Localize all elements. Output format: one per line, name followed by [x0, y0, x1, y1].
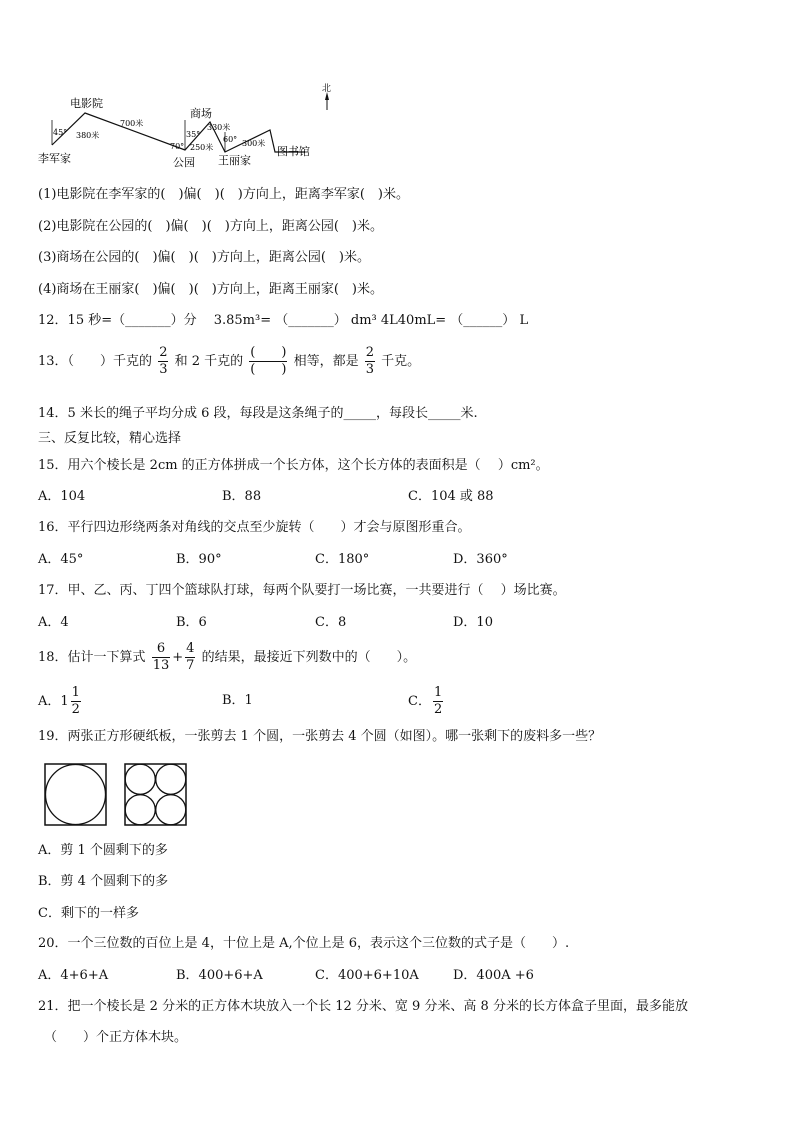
q13-fraction-1: $\frac{2}{3}$: [159, 345, 168, 377]
q16-option-a: A．45°: [38, 552, 84, 567]
question-21-line2: （ ）个正方体木块。: [44, 1030, 188, 1045]
q11-part4: (4)商场在王丽家( )偏( )( )方向上，距离王丽家( )米。: [38, 282, 383, 297]
circles-figure: [44, 763, 194, 828]
q13-mid: 和 2 千克的: [174, 354, 244, 369]
angle-45: 45°: [53, 128, 68, 137]
question-17-stem: 17．甲、乙、丙、丁四个篮球队打球，每两个队要打一场比赛，一共要进行（ ）场比赛。: [38, 583, 566, 598]
north-arrow: [322, 82, 331, 110]
dist-300: 300米: [242, 139, 266, 148]
label-mall: 商场: [190, 107, 212, 120]
q18-fraction-a: $\frac{6}{13}$: [152, 641, 170, 673]
angle-70: 70°: [170, 142, 185, 151]
q17-option-b: B．6: [176, 615, 207, 630]
section-3-heading: 三、反复比较，精心选择: [38, 431, 182, 446]
route-map-diagram: [30, 80, 350, 175]
q16-option-d: D．360°: [453, 552, 508, 567]
q17-option-d: D．10: [453, 615, 493, 630]
square-four-circles: [125, 764, 186, 825]
q11-part3: (3)商场在公园的( )偏( )( )方向上，距离公园( )米。: [38, 250, 370, 265]
question-21-line1: 21．把一个棱长是 2 分米的正方体木块放入一个长 12 分米、宽 9 分米、高 8 分米的长方体盒子里面，最多能放: [38, 999, 688, 1014]
label-library: 图书馆: [277, 145, 310, 158]
q19-option-a: A．剪 1 个圆剩下的多: [38, 843, 168, 858]
q15-option-a: A．104: [38, 489, 86, 504]
q13-mid2: 相等，都是: [293, 354, 359, 369]
label-park: 公园: [173, 156, 195, 169]
q11-part1: (1)电影院在李军家的( )偏( )( )方向上，距离李军家( )米。: [38, 187, 409, 202]
q13-fraction-3: $\frac{2}{3}$: [365, 345, 375, 377]
q19-option-c: C．剩下的一样多: [38, 906, 139, 921]
q18-plus: +: [172, 650, 184, 665]
q18-option-b: B．1: [222, 693, 253, 708]
q20-option-d: D．400A +6: [453, 968, 534, 983]
square-one-circle: [45, 764, 106, 825]
q17-option-a: A．4: [38, 615, 69, 630]
q18-fraction-b: $\frac{4}{7}$: [186, 641, 195, 673]
question-16-stem: 16．平行四边形绕两条对角线的交点至少旋转（ ）才会与原图形重合。: [38, 520, 471, 535]
q17-option-c: C．8: [315, 615, 347, 630]
question-20-stem: 20．一个三位数的百位上是 4，十位上是 A,个位上是 6，表示这个三位数的式子是（ ）.: [38, 936, 570, 951]
dist-700: 700米: [120, 119, 144, 128]
question-14: 14．5 米长的绳子平均分成 6 段，每段是这条绳子的_____，每段长_____米.: [38, 406, 478, 421]
question-13: [38, 342, 420, 382]
label-cinema: 电影院: [70, 97, 103, 110]
q18-option-a: A．1 $\frac{1}{2}$: [38, 685, 80, 717]
q19-option-b: B．剪 4 个圆剩下的多: [38, 874, 169, 889]
north-label: 北: [322, 84, 332, 94]
q18-prefix: 18．估计一下算式: [38, 650, 146, 665]
question-19-stem: 19．两张正方形硬纸板，一张剪去 1 个圆，一张剪去 4 个圆（如图）。哪一张剩下的废料多一些？: [38, 729, 602, 744]
dist-330: 330米: [207, 123, 231, 132]
q15-option-c: C．104 或 88: [408, 489, 494, 504]
question-18-stem: [38, 638, 416, 678]
question-12: 12．15 秒=（_______）分 3.85m³= （_______） dm³ 4L40mL= （______） L: [38, 313, 529, 328]
q20-option-b: B．400+6+A: [176, 968, 263, 983]
label-lijun: 李军家: [38, 152, 71, 165]
q13-prefix: 13．（ ）千克的: [38, 354, 153, 369]
angle-35: 35°: [186, 130, 201, 139]
q13-suffix: 千克。: [381, 354, 421, 369]
angle-60: 60°: [223, 135, 238, 144]
q18-suffix: 的结果，最接近下列数中的（ ）。: [201, 650, 417, 665]
q16-option-c: C．180°: [315, 552, 370, 567]
q18-option-c: C． $\frac{1}{2}$: [408, 685, 443, 717]
q16-option-b: B．90°: [176, 552, 222, 567]
q13-fraction-blank: $\frac{( )}{( )}$: [250, 345, 287, 377]
q15-option-b: B．88: [222, 489, 262, 504]
q20-option-a: A．4+6+A: [38, 968, 109, 983]
question-15-stem: 15．用六个棱长是 2cm 的正方体拼成一个长方体，这个长方体的表面积是（ ）cm²。: [38, 458, 549, 473]
dist-250: 250米: [190, 143, 214, 152]
q11-part2: (2)电影院在公园的( )偏( )( )方向上，距离公园( )米。: [38, 219, 383, 234]
label-wangli: 王丽家: [218, 154, 251, 167]
q20-option-c: C．400+6+10A: [315, 968, 419, 983]
dist-380: 380米: [76, 131, 100, 140]
